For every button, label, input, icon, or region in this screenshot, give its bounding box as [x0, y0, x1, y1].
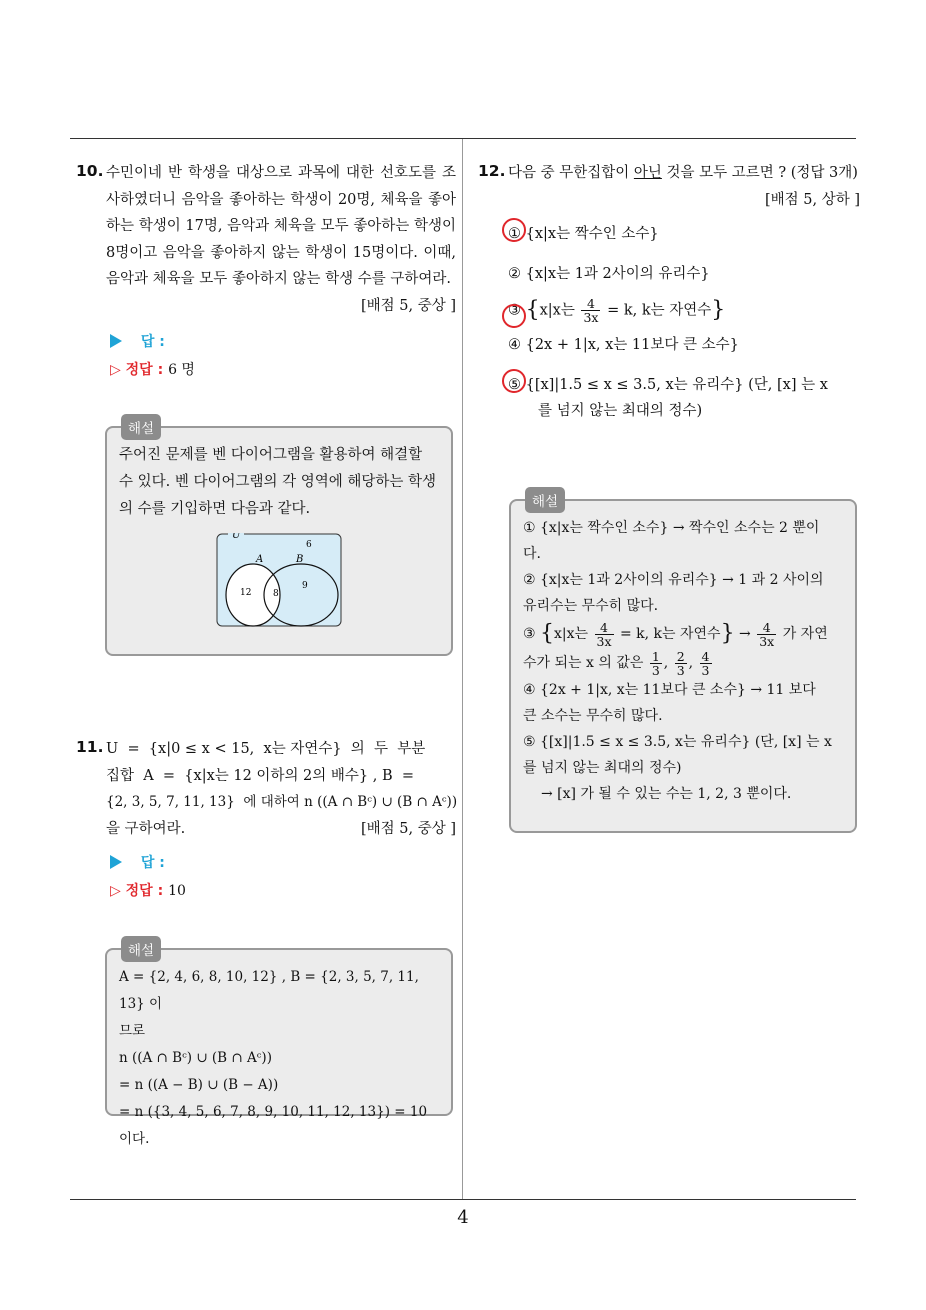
fraction	[595, 621, 614, 648]
fraction	[675, 650, 687, 677]
fraction-numerator: 4	[581, 297, 600, 311]
question-12	[478, 160, 860, 424]
outside-count: 6	[306, 540, 312, 550]
brace-open: {	[525, 297, 540, 322]
explanation-tag: 해설	[525, 487, 565, 513]
explanation-tail: 가 자연	[782, 626, 828, 642]
brace-close: }	[711, 297, 726, 322]
explanation-body	[107, 950, 451, 1163]
choice-4[interactable]	[508, 332, 860, 358]
page-number: 4	[457, 1207, 469, 1228]
question-11	[76, 736, 456, 900]
explanation-line: 를 넘지 않는 최대의 정수)	[523, 760, 682, 776]
question-body-a: 다음 중 무한집합이	[508, 165, 634, 181]
fraction-numerator: 4	[757, 621, 776, 635]
correct-label: 정답 :	[125, 883, 164, 899]
explanation-line: A = {2, 4, 6, 8, 10, 12} , B = {2, 3, 5, 7, 11, 13} 이	[119, 969, 419, 1012]
fraction	[650, 650, 662, 677]
choice-text: {2x + 1|x, x는 11보다 큰 소수}	[525, 336, 739, 353]
explanation-text: 수가 되는 x 의 값은	[523, 655, 644, 671]
correct-label: 정답 :	[125, 362, 164, 378]
selected-circle-icon	[502, 218, 526, 242]
correct-answer	[110, 359, 456, 379]
explanation-line: ④ {2x + 1|x, x는 11보다 큰 소수} → 11 보다	[523, 682, 816, 698]
question-line: 을 구하여라.	[106, 820, 186, 837]
question-number: 12.	[478, 162, 506, 180]
choice-text-pre: x|x는	[539, 302, 575, 318]
question-number: 11.	[76, 738, 104, 756]
fraction	[581, 297, 600, 324]
question-number: 10.	[76, 162, 104, 180]
choice-text: {x|x는 1과 2사이의 유리수}	[525, 265, 710, 282]
explanation-line: ② {x|x는 1과 2사이의 유리수} → 1 과 2 사이의	[523, 572, 824, 588]
explanation-line: = n ({3, 4, 5, 6, 7, 8, 9, 10, 11, 12, 13}) = 10 이다.	[119, 1104, 428, 1147]
set-a-circle	[226, 564, 280, 626]
choices-list	[478, 221, 860, 424]
brace-close: }	[720, 621, 735, 646]
question-line: 집합 A = {x|x는 12 이하의 2의 배수} , B =	[106, 767, 414, 784]
choice-text-cont: 를 넘지 않는 최대의 정수)	[538, 402, 703, 419]
question-text	[106, 736, 456, 842]
question-body: 수민이네 반 학생을 대상으로 과목에 대한 선호도를 조사하였더니 음악을 좋아하는 학생이 20명, 체육을 좋아하는 학생이 17명, 음악과 체육을 모두 좋아하는 학생이 8명이고 음악을 좋아하지 않는 학생이 15명이다. 이때, 음악과 체육을 모두 좋아하지 않는 학생 수를 구하여라.	[106, 165, 456, 287]
fraction-denominator: 3x	[759, 633, 775, 649]
explanation-text: 주어진 문제를 벤 다이어그램을 활용하여 해결할 수 있다. 벤 다이어그램의 각 영역에 해당하는 학생의 수를 기입하면 다음과 같다.	[119, 447, 437, 517]
explanation-line: 큰 소수는 무수히 많다.	[523, 708, 663, 724]
explanation-box-11	[105, 943, 453, 1147]
explanation-line: = n ((A − B) ∪ (B − A))	[119, 1077, 279, 1093]
fraction-numerator: 2	[676, 648, 685, 664]
explanation-line: 유리수는 무수히 많다.	[523, 598, 659, 614]
correct-value: 10	[168, 883, 186, 899]
venn-diagram	[216, 533, 342, 627]
explanation-body	[107, 428, 451, 637]
set-pre: x|x는	[554, 626, 589, 642]
choice-text-post: = k, k는 자연수	[607, 302, 712, 318]
play-arrow-icon	[110, 855, 122, 869]
explanation-box-10	[105, 421, 453, 656]
outline-arrow-icon: ▷	[110, 362, 121, 378]
fraction-denominator: 3	[651, 662, 660, 678]
choice-text: {[x]|1.5 ≤ x ≤ 3.5, x는 유리수} (단, [x] 는 x	[525, 376, 828, 393]
explanation-line: n ((A ∩ Bᶜ) ∪ (B ∩ Aᶜ))	[119, 1050, 272, 1066]
both-count: 8	[273, 589, 279, 599]
fraction-denominator: 3x	[596, 633, 612, 649]
points-label: [배점 5, 중상 ]	[360, 297, 456, 314]
choice-mark: ⑤	[508, 376, 521, 393]
question-text	[508, 160, 860, 208]
choice-2[interactable]	[508, 261, 860, 287]
fraction	[700, 650, 712, 677]
explanation-line: → [x] 가 될 수 있는 수는 1, 2, 3 뿐이다.	[541, 786, 792, 802]
fraction-denominator: 3	[676, 662, 685, 678]
explanation-line: ⑤ {[x]|1.5 ≤ x ≤ 3.5, x는 유리수} (단, [x] 는 x	[523, 734, 832, 750]
question-line: {2, 3, 5, 7, 11, 13} 에 대하여 n ((A ∩ Bᶜ) ∪ (B ∩ Aᶜ))	[106, 794, 458, 810]
question-10	[76, 160, 456, 379]
fraction-numerator: 4	[595, 621, 614, 635]
fraction	[757, 621, 776, 648]
set-a-label: A	[256, 554, 264, 565]
fraction-denominator: 3	[701, 662, 710, 678]
points-label: [배점 5, 상하 ]	[764, 191, 860, 208]
explanation-line: 수가 되는 x 의 값은 $\frac{1}{3}$ , $\frac{2}{3}$ , $\frac{4}{3}$	[523, 648, 710, 678]
question-underline: 아닌	[633, 165, 662, 181]
question-line: U = {x|0 ≤ x < 15, x는 자연수} 의 두 부분	[106, 741, 426, 757]
choice-mark: ①	[508, 225, 521, 242]
answer-field[interactable]	[110, 852, 456, 872]
selected-circle-icon	[502, 369, 526, 393]
fraction-denominator: 3x	[583, 309, 599, 325]
correct-answer	[110, 880, 456, 900]
top-rule	[70, 138, 856, 139]
question-line-last	[106, 816, 456, 843]
arrow: →	[739, 626, 751, 642]
venn-svg	[216, 533, 342, 627]
fraction-numerator: 1	[651, 648, 660, 664]
choice-3[interactable]	[508, 297, 860, 324]
answer-label: 답 :	[140, 855, 165, 871]
explanation-body	[511, 501, 855, 817]
explanation-line	[523, 619, 843, 649]
a-only-count: 12	[240, 588, 252, 598]
answer-field[interactable]	[110, 331, 456, 351]
bottom-rule	[70, 1199, 856, 1200]
choice-text: {x|x는 짝수인 소수}	[525, 225, 659, 242]
explanation-tag: 해설	[121, 414, 161, 440]
explanation-line: 므로	[119, 1023, 146, 1039]
set-post: = k, k는 자연수	[619, 626, 721, 642]
choice-1[interactable]	[508, 221, 860, 247]
column-divider	[462, 139, 463, 1200]
brace-open: {	[540, 621, 555, 646]
selected-circle-icon	[502, 304, 526, 328]
choice-mark: ④	[508, 336, 521, 353]
b-only-count: 9	[302, 581, 308, 591]
answer-label: 답 :	[140, 334, 165, 350]
set-b-label: B	[296, 554, 304, 565]
universe-label: U	[232, 533, 241, 541]
explanation-box-12	[509, 494, 857, 833]
correct-value: 6 명	[168, 362, 195, 378]
explanation-line: ① {x|x는 짝수인 소수} → 짝수인 소수는 2 뿐이	[523, 520, 820, 536]
question-body-b: 것을 모두 고르면 ? (정답 3개)	[661, 165, 858, 181]
explanation-tag: 해설	[121, 936, 161, 962]
play-arrow-icon	[110, 334, 122, 348]
choice-mark: ③	[508, 302, 521, 318]
explanation-line: 다.	[523, 546, 541, 562]
outline-arrow-icon: ▷	[110, 883, 121, 899]
choice-mark: ③	[523, 626, 536, 642]
question-text	[106, 160, 456, 314]
points-label: [배점 5, 중상 ]	[360, 820, 456, 837]
choice-mark: ②	[508, 265, 521, 282]
choice-5[interactable]	[508, 372, 860, 424]
fraction-numerator: 4	[701, 648, 710, 664]
